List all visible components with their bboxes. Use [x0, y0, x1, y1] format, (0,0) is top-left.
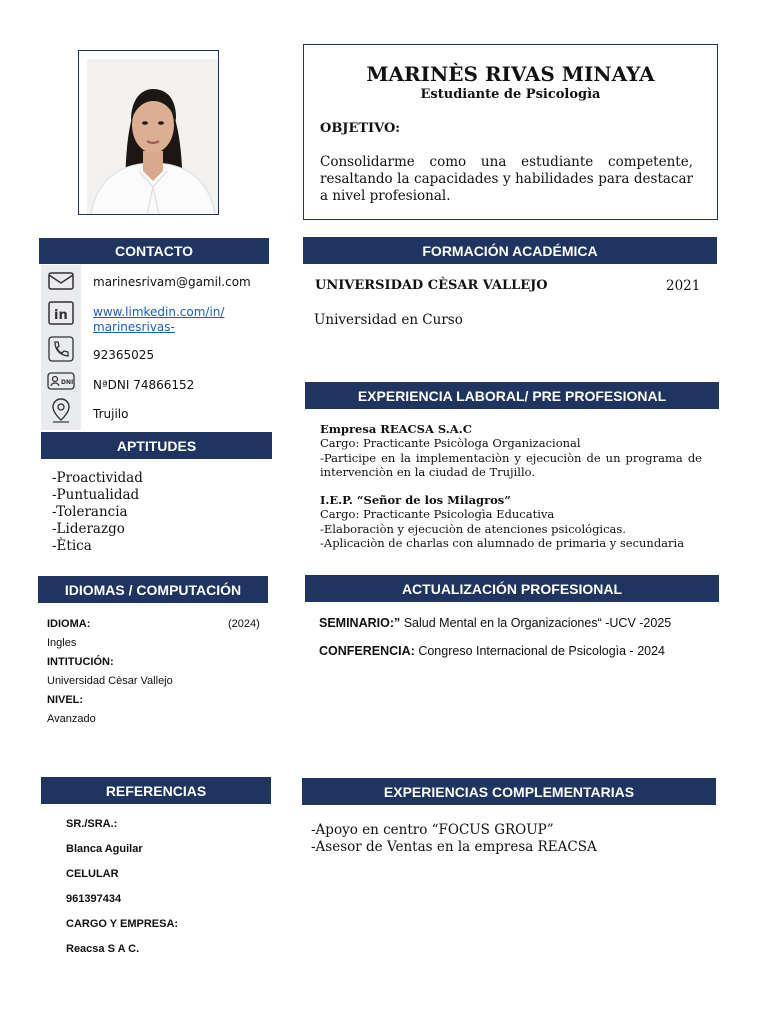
experience-role: Cargo: Practicante Psicologìa Educativa: [320, 507, 555, 522]
skills-list: [52, 470, 143, 555]
idioma-value: Ingles: [47, 637, 77, 649]
conference-label: CONFERENCIA:: [319, 644, 415, 658]
phone-icon: [47, 335, 75, 363]
education-heading: FORMACIÓN ACADÉMICA: [303, 237, 717, 264]
job-subtitle: Estudiante de Psicologìa: [420, 87, 601, 102]
languages-heading: IDIOMAS / COMPUTACIÓN: [38, 576, 268, 603]
contact-heading: CONTACTO: [39, 238, 269, 264]
svg-text:in: in: [54, 308, 68, 323]
contact-linkedin-link[interactable]: [93, 305, 224, 335]
complementary-list: [311, 822, 597, 856]
contact-city: Trujilo: [93, 407, 129, 421]
institution-label: INTITUCIÓN:: [47, 656, 114, 668]
education-status: Universidad en Curso: [314, 312, 463, 328]
seminar-line: [319, 616, 671, 630]
objective-text: Consolidarme como una estudiante competente, resaltando la capacidades y habilidades para destacar a nivel profesional.: [320, 154, 693, 204]
ref-name: Blanca Aguilar: [66, 843, 143, 855]
references-heading: REFERENCIAS: [41, 777, 271, 804]
experience-entry-1: [320, 422, 702, 480]
svg-text:DNI: DNI: [61, 379, 74, 386]
idioma-label: IDIOMA:: [47, 618, 91, 630]
id-card-icon: [47, 367, 75, 395]
experience-task: -Aplicaciòn de charlas con alumnado de primaria y secundaria: [320, 536, 685, 551]
complementary-item: -Asesor de Ventas en la empresa REACSA: [311, 839, 597, 855]
seminar-text: Salud Mental en la Organizaciones“ -UCV -2025: [400, 616, 672, 630]
institution-value: Universidad Cèsar Vallejo: [47, 675, 173, 687]
experience-company: I.E.P. “Señor de los Milagros”: [320, 493, 511, 507]
experience-heading: EXPERIENCIA LABORAL/ PRE PROFESIONAL: [305, 382, 719, 409]
complementary-heading: EXPERIENCIAS COMPLEMENTARIAS: [302, 778, 716, 805]
complementary-item: -Apoyo en centro “FOCUS GROUP”: [311, 822, 554, 838]
level-label: NIVEL:: [47, 694, 84, 706]
skill-item: -Puntualidad: [52, 487, 140, 503]
profile-photo: [87, 59, 219, 215]
linkedin-line-2[interactable]: marinesrivas-: [93, 320, 175, 334]
ref-company: Reacsa S A C.: [66, 943, 140, 955]
ref-role-label: CARGO Y EMPRESA:: [66, 918, 179, 930]
experience-task: -Elaboraciòn y ejecuciòn de atenciones psicológicas.: [320, 521, 626, 536]
ref-phone-label: CELULAR: [66, 868, 119, 880]
skill-item: -Tolerancia: [52, 504, 128, 520]
envelope-icon: [47, 267, 75, 295]
contact-dni: NªDNI 74866152: [93, 378, 195, 392]
experience-company: Empresa REACSA S.A.C: [320, 422, 472, 436]
location-icon: [47, 396, 75, 424]
linkedin-line-1[interactable]: www.limkedin.com/in/: [93, 305, 225, 319]
education-year: 2021: [666, 278, 701, 294]
contact-email[interactable]: marinesrivam@gamil.com: [93, 275, 251, 289]
conference-text: Congreso Internacional de Psicologìa - 2024: [414, 644, 666, 658]
full-name: MARINÈS RIVAS MINAYA: [366, 62, 655, 86]
skill-item: -Ètica: [52, 538, 92, 554]
conference-line: [319, 644, 665, 658]
experience-role: Cargo: Practicante Psicòloga Organizacional: [320, 436, 581, 451]
skills-heading: APTITUDES: [41, 432, 272, 459]
ref-phone: 961397434: [66, 893, 122, 905]
header-box: [303, 44, 718, 220]
experience-entry-2: [320, 493, 702, 551]
skill-item: -Proactividad: [52, 470, 143, 486]
linkedin-icon: [47, 299, 75, 327]
level-value: Avanzado: [47, 713, 96, 725]
education-university: UNIVERSIDAD CÈSAR VALLEJO: [315, 278, 548, 293]
ref-title-label: SR./SRA.:: [66, 818, 118, 830]
experience-task: -Participe en la implementaciòn y ejecuciòn de un programa de intervenciòn en la ciudad de Trujillo.: [320, 450, 702, 480]
profile-photo-frame: [78, 50, 219, 215]
objective-title: OBJETIVO:: [320, 121, 401, 136]
idioma-year: (2024): [228, 618, 260, 630]
skill-item: -Liderazgo: [52, 521, 125, 537]
contact-phone: 92365025: [93, 348, 155, 362]
updates-heading: ACTUALIZACIÓN PROFESIONAL: [305, 575, 719, 602]
seminar-label: SEMINARIO:”: [319, 616, 401, 630]
